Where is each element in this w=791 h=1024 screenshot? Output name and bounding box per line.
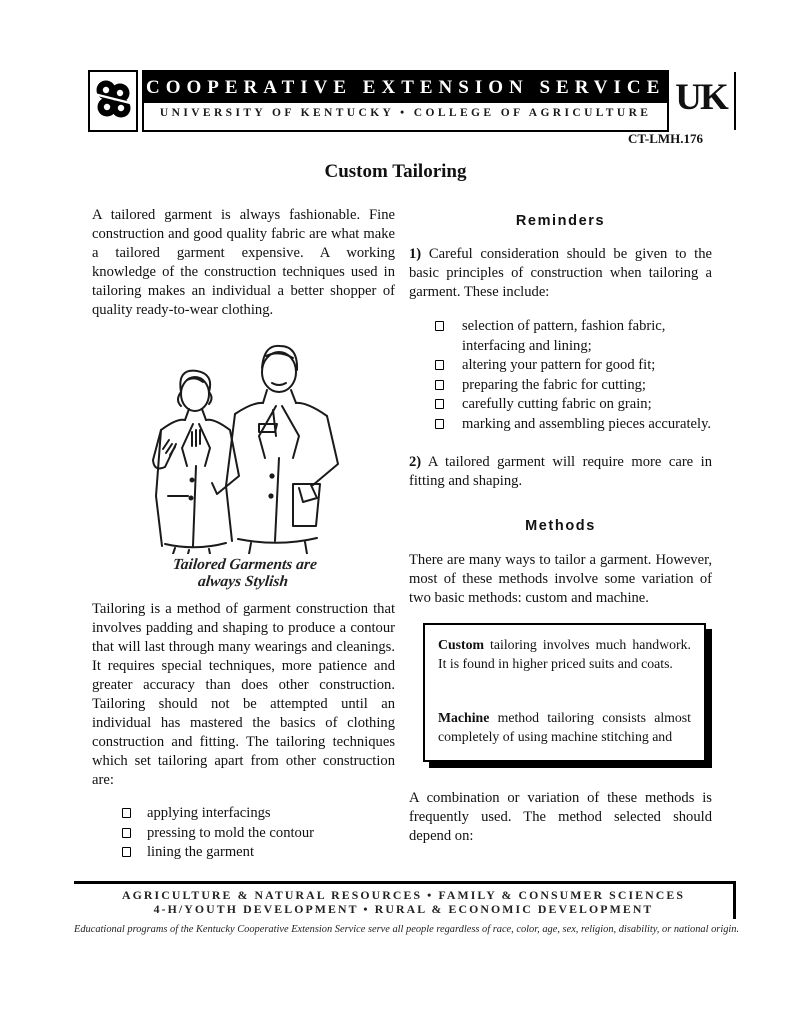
page-title: Custom Tailoring (324, 161, 467, 182)
list-item-text: marking and assembling pieces accurately. (462, 415, 712, 432)
footer-program-line-2: 4-H/YOUTH DEVELOPMENT • RURAL & ECONOMIC DEVELOPMENT (153, 901, 654, 916)
reminders-heading: Reminders (515, 213, 606, 229)
list-item-text: carefully cutting fabric on grain; (462, 396, 652, 412)
machine-method-paragraph (438, 709, 691, 746)
uk-logo-divider (734, 72, 736, 130)
uk-logo-text: UK (675, 77, 727, 118)
reminder-1-number: 1) (409, 246, 422, 262)
list-item (122, 804, 395, 824)
list-item (435, 356, 712, 376)
reminder-2-paragraph (409, 453, 712, 491)
tailoring-method-paragraph: Tailoring is a method of garment construction that involves padding and shaping to produce a contour that will last through many wearings and cleanings. It requires special techniques, more patience and greater accuracy than does other construction. Tailoring should not be attempted until an individual has mastered the basics of clothing construction and fitting. The tailoring techniques which set tailoring apart from other construction are: (92, 601, 395, 788)
checkbox-icon (435, 360, 444, 370)
list-item (435, 317, 712, 356)
construction-principles-list (435, 317, 712, 434)
custom-method-paragraph (438, 636, 691, 673)
list-item-text: altering your pattern for good fit; (462, 357, 656, 373)
document-number: CT-LMH.176 (628, 131, 703, 146)
illustration-caption-line2: always Stylish (196, 573, 289, 590)
quatrefoil-logo-icon (94, 77, 132, 126)
two-figures-line-art (113, 336, 375, 554)
checkbox-icon (435, 321, 444, 331)
illustration-caption-line1: Tailored Garments are (171, 556, 318, 573)
list-item (122, 824, 395, 844)
checkbox-icon (435, 380, 444, 390)
checkbox-icon (122, 828, 131, 838)
list-item-text: pressing to mold the contour (147, 824, 314, 841)
illustration-caption (111, 556, 377, 590)
list-item-text: lining the garment (147, 844, 254, 860)
tailoring-techniques-list (122, 804, 395, 863)
right-column (409, 206, 712, 863)
header-banner (142, 70, 669, 132)
custom-method-text: tailoring involves much handwork. It is found in higher priced suits and coats. (438, 637, 691, 671)
list-item (122, 843, 395, 863)
content-columns (92, 206, 712, 863)
extension-service-logo (88, 70, 138, 132)
footer-program-line-1: AGRICULTURE & NATURAL RESOURCES • FAMILY & CONSUMER SCIENCES (122, 888, 685, 902)
reminder-2-text: A tailored garment will require more care in fitting and shaping. (409, 454, 712, 489)
list-item (435, 415, 712, 435)
combination-paragraph: A combination or variation of these methods is frequently used. The method selected should depend on: (409, 790, 712, 844)
checkbox-icon (435, 419, 444, 429)
checkbox-icon (122, 808, 131, 818)
list-item-text: selection of pattern, fashion fabric, interfacing and lining; (462, 318, 666, 354)
list-item (435, 395, 712, 415)
machine-method-term: Machine (438, 710, 490, 725)
intro-paragraph: A tailored garment is always fashionable. Fine construction and good quality fabric are what make a tailored garment expensive. A working knowledge of the construction techniques used in tailoring makes an individual a better shopper of quality ready-to-wear clothing. (92, 207, 395, 318)
machine-method-text: method tailoring consists almost completely of using machine stitching and (438, 710, 691, 744)
checkbox-icon (435, 399, 444, 409)
uk-logo (675, 70, 736, 132)
footer-program-areas (74, 881, 736, 919)
reminder-1-paragraph (409, 245, 712, 302)
methods-definition-box (423, 623, 706, 762)
list-item-text: applying interfacings (147, 805, 271, 821)
checkbox-icon (122, 847, 131, 857)
list-item-text: preparing the fabric for cutting; (462, 376, 646, 393)
header (88, 70, 727, 132)
tailored-garments-illustration (113, 336, 375, 590)
footer-disclaimer: Educational programs of the Kentucky Cooperative Extension Service serve all people regardless of race, color, age, sex, religion, disability, or national origin. (74, 924, 740, 935)
list-item (435, 376, 712, 396)
reminder-2-number: 2) (409, 454, 422, 470)
reminder-1-text: Careful consideration should be given to the basic principles of construction when tailoring a garment. These include: (409, 246, 712, 300)
banner-subtitle: UNIVERSITY OF KENTUCKY • COLLEGE OF AGRICULTURE (159, 107, 652, 119)
footer (74, 881, 740, 935)
left-column (92, 206, 395, 863)
custom-method-term: Custom (438, 637, 484, 652)
banner-title: COOPERATIVE EXTENSION SERVICE (144, 72, 667, 103)
methods-heading: Methods (525, 518, 596, 534)
methods-paragraph: There are many ways to tailor a garment. However, most of these methods involve some variation of two basic methods: custom and machine. (409, 552, 712, 606)
